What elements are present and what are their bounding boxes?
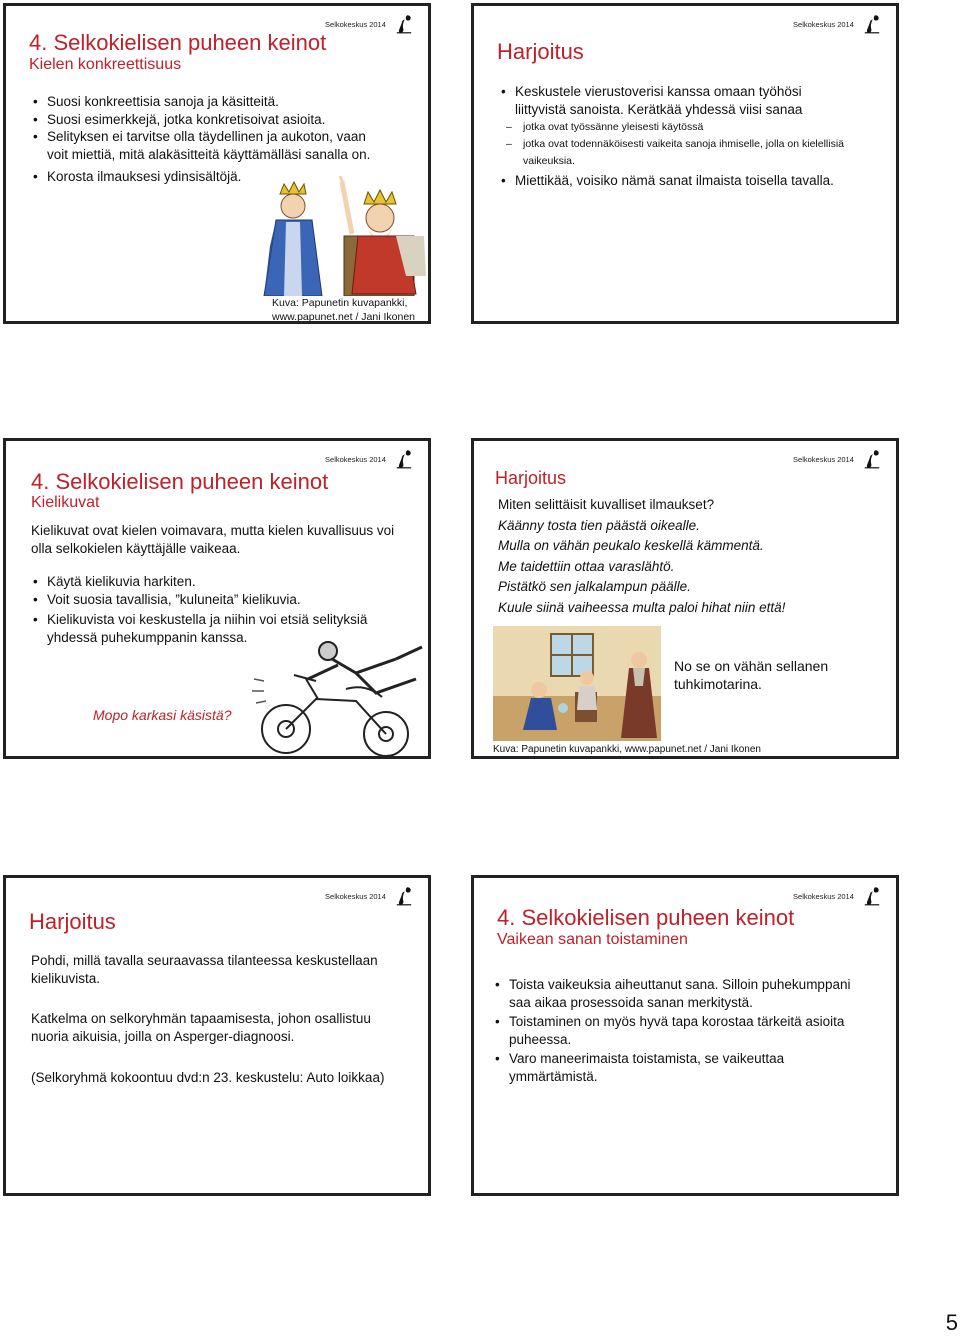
paragraph-2: Katkelma on selkoryhmän tapaamisesta, johon osallistuu nuoria aikuisia, joilla on Asperger-diagnoosi.	[31, 1011, 371, 1044]
sub-list-item: – jotka ovat työssänne yleisesti käytössä	[503, 119, 844, 136]
intro-paragraph: Kielikuvat ovat kielen voimavara, mutta kielen kuvallisuus voi olla selkokielen käyttäjälle vaikeaa.	[31, 523, 395, 556]
kings-illustration	[256, 176, 431, 296]
slide-1	[3, 3, 431, 324]
selkokeskus-logo-icon	[864, 14, 880, 34]
bullet-list	[31, 573, 403, 608]
brand-label: Selkokeskus 2014	[793, 454, 854, 464]
slide-4	[471, 438, 899, 759]
list-item	[499, 83, 844, 170]
slide-title: Harjoitus	[29, 909, 116, 934]
image-credit: Kuva: Papunetin kuvapankki, www.papunet.net / Jani Ikonen	[493, 744, 761, 755]
phrase-item: Mulla on vähän peukalo keskellä kämmentä.	[498, 538, 764, 553]
list-item: • Toistaminen on myös hyvä tapa korostaa tärkeitä asioita puheessa.	[493, 1013, 873, 1048]
brand-header	[793, 886, 880, 906]
slide-2	[471, 3, 899, 324]
cinderella-illustration	[493, 626, 661, 741]
slide-title: 4. Selkokielisen puheen keinot	[29, 30, 327, 55]
slide-6	[471, 875, 899, 1196]
paragraph-1: Pohdi, millä tavalla seuraavassa tilanteessa keskustellaan kielikuvista.	[31, 953, 378, 986]
selkokeskus-logo-icon	[864, 886, 880, 906]
paragraph-3: (Selkoryhmä kokoontuu dvd:n 23. keskustelu: Auto loikkaa)	[31, 1070, 385, 1085]
list-item: • Käytä kielikuvia harkiten.	[31, 573, 403, 591]
question-text: Miten selittäisit kuvalliset ilmaukset?	[498, 497, 715, 512]
selkokeskus-logo-icon	[864, 449, 880, 469]
phrase-item: Pistätkö sen jalkalampun päälle.	[498, 579, 691, 594]
list-item: • Toista vaikeuksia aiheuttanut sana. Silloin puhekumppani saa aikaa prosessoida sanan merkitystä.	[493, 976, 873, 1011]
image-quote: No se on vähän sellanen tuhkimotarina.	[674, 658, 829, 692]
slide-3	[3, 438, 431, 759]
sub-list	[503, 119, 844, 170]
slide-title: 4. Selkokielisen puheen keinot	[31, 469, 329, 494]
selkokeskus-logo-icon	[396, 14, 412, 34]
phrase-item: Me taidettiin ottaa varaslähtö.	[498, 558, 675, 574]
selkokeskus-logo-icon	[396, 886, 412, 906]
brand-header	[325, 449, 412, 469]
brand-header	[325, 14, 412, 34]
selkokeskus-logo-icon	[396, 449, 412, 469]
list-item: • Varo maneerimaista toistamista, se vaikeuttaa ymmärtämistä.	[493, 1050, 873, 1085]
image-credit: Kuva: Papunetin kuvapankki, www.papunet.net / Jani Ikonen	[272, 297, 416, 323]
slide-subtitle: Vaikean sanan toistaminen	[497, 931, 688, 948]
list-item: • Kielikuvista voi keskustella ja niihin voi etsiä selityksiä yhdessä puhekumppanin kanssa.	[31, 611, 403, 646]
slide-subtitle: Kielen konkreettisuus	[29, 56, 182, 73]
sub-list-item: – jotka ovat todennäköisesti vaikeita sanoja ihmiselle, jolla on kielellisiä vaikeuksia.	[503, 136, 844, 170]
list-item: • Korosta ilmauksesi ydinsisältöjä.	[31, 168, 371, 186]
list-item: • Suosi esimerkkejä, jotka konkretisoivat asioita.	[31, 111, 371, 129]
slide-title: Harjoitus	[497, 39, 584, 64]
phrase-item: Käänny tosta tien päästä oikealle.	[498, 517, 700, 533]
image-caption: Mopo karkasi käsistä?	[93, 707, 232, 723]
phrase-item: Kuule siinä vaiheessa multa paloi hihat niin että!	[498, 599, 786, 615]
list-item: • Selityksen ei tarvitse olla täydellinen ja aukoton, vaan voit miettiä, mitä alakäsitteitä käyttämälläsi sanalla on.	[31, 128, 371, 163]
brand-label: Selkokeskus 2014	[325, 891, 386, 901]
bullet-list	[499, 83, 844, 190]
slide-title: 4. Selkokielisen puheen keinot	[497, 905, 795, 930]
brand-header	[793, 449, 880, 469]
brand-label: Selkokeskus 2014	[325, 19, 386, 29]
brand-label: Selkokeskus 2014	[793, 891, 854, 901]
slide-5	[3, 875, 431, 1196]
bullet-list	[31, 93, 371, 186]
page-number: 5	[945, 1310, 958, 1335]
list-item-text: Keskustele vierustoverisi kanssa omaan työhösi liittyvistä sanoista. Kerätkää yhdessä viisi sanaa	[515, 84, 803, 117]
list-item: • Voit suosia tavallisia, ”kuluneita” kielikuvia.	[31, 591, 403, 609]
brand-label: Selkokeskus 2014	[793, 19, 854, 29]
moped-illustration	[246, 639, 431, 759]
slide-subtitle: Kielikuvat	[31, 494, 100, 511]
brand-label: Selkokeskus 2014	[325, 454, 386, 464]
slide-title: Harjoitus	[495, 468, 567, 488]
list-item: • Suosi konkreettisia sanoja ja käsitteitä.	[31, 93, 371, 111]
phrases-block	[498, 495, 878, 618]
list-item: • Miettikää, voisiko nämä sanat ilmaista toisella tavalla.	[499, 172, 844, 190]
brand-header	[793, 14, 880, 34]
bullet-list	[493, 976, 873, 1085]
brand-header	[325, 886, 412, 906]
